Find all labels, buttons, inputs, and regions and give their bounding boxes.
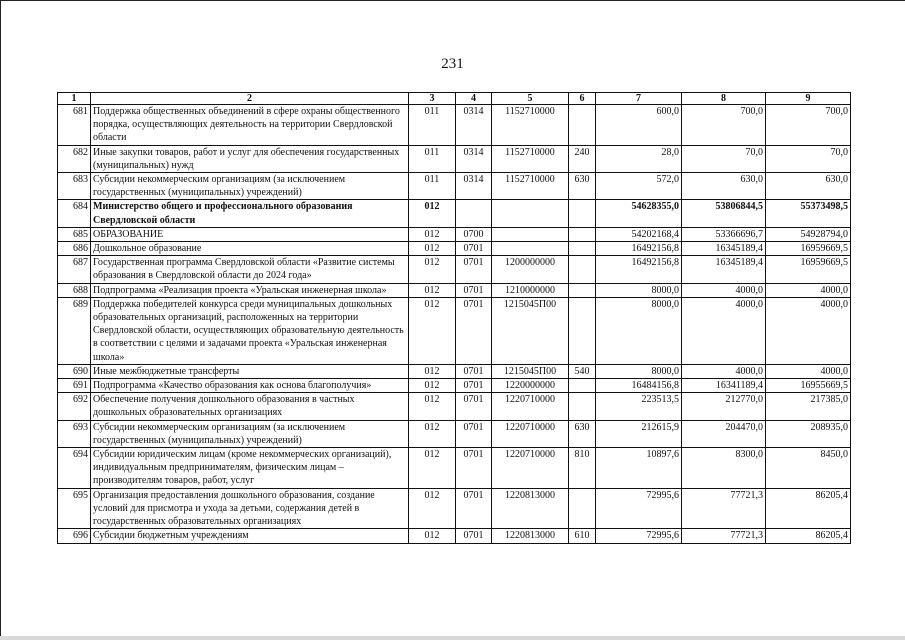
row-number-cell: 688	[58, 283, 91, 297]
amount-col7-cell: 16484156,8	[596, 379, 682, 393]
department-code-cell: 012	[409, 448, 456, 489]
amount-col9-cell: 8450,0	[766, 448, 851, 489]
description-cell: Иные закупки товаров, работ и услуг для обеспечения государственных (муниципальных) нужд	[91, 145, 409, 172]
description-cell: Субсидии некоммерческим организациям (за исключением государственных (муниципальных) учреждений)	[91, 420, 409, 447]
amount-col9-cell: 86205,4	[766, 529, 851, 543]
section-code-cell: 0701	[456, 379, 492, 393]
target-article-cell: 1215045П00	[492, 364, 569, 378]
expense-type-cell: 240	[569, 145, 596, 172]
description-cell: Министерство общего и профессионального образования Свердловской области	[91, 200, 409, 227]
description-cell: Поддержка победителей конкурса среди муниципальных дошкольных образовательных организаций, расположенных на территории Свердловской области, осуществляющих образовательную деятельность в соответствии с целями и задачами проекта «Уральская инженерная школа»	[91, 297, 409, 364]
amount-col9-cell: 4000,0	[766, 283, 851, 297]
section-code-cell: 0701	[456, 256, 492, 283]
row-number-cell: 683	[58, 173, 91, 200]
amount-col9-cell: 4000,0	[766, 364, 851, 378]
section-code-cell: 0701	[456, 242, 492, 256]
expense-type-cell	[569, 297, 596, 364]
column-header: 9	[766, 93, 851, 105]
table-row	[58, 379, 851, 393]
row-number-cell: 691	[58, 379, 91, 393]
amount-col8-cell: 16341189,4	[682, 379, 766, 393]
target-article-cell: 1220710000	[492, 393, 569, 420]
section-code-cell: 0701	[456, 448, 492, 489]
amount-col7-cell: 16492156,8	[596, 242, 682, 256]
department-code-cell: 011	[409, 105, 456, 146]
amount-col9-cell: 54928794,0	[766, 227, 851, 241]
amount-col9-cell: 55373498,5	[766, 200, 851, 227]
page-frame-left	[0, 0, 1, 640]
amount-col7-cell: 572,0	[596, 173, 682, 200]
expense-type-cell	[569, 256, 596, 283]
description-cell: Обеспечение получения дошкольного образования в частных дошкольных образовательных организациях	[91, 393, 409, 420]
table-body	[58, 105, 851, 544]
amount-col9-cell: 217385,0	[766, 393, 851, 420]
amount-col9-cell: 70,0	[766, 145, 851, 172]
expense-type-cell	[569, 488, 596, 529]
section-code-cell: 0701	[456, 297, 492, 364]
row-number-cell: 690	[58, 364, 91, 378]
section-code-cell: 0701	[456, 393, 492, 420]
expense-type-cell	[569, 227, 596, 241]
description-cell: Организация предоставления дошкольного образования, создание условий для присмотра и ухода за детьми, содержания детей в государственных образовательных организациях	[91, 488, 409, 529]
amount-col7-cell: 212615,9	[596, 420, 682, 447]
page-number: 231	[441, 56, 464, 72]
description-cell: Подпрограмма «Реализация проекта «Уральская инженерная школа»	[91, 283, 409, 297]
column-header: 8	[682, 93, 766, 105]
expense-type-cell: 540	[569, 364, 596, 378]
amount-col8-cell: 8300,0	[682, 448, 766, 489]
department-code-cell: 012	[409, 488, 456, 529]
section-code-cell: 0701	[456, 364, 492, 378]
description-cell: Иные межбюджетные трансферты	[91, 364, 409, 378]
page-frame-top	[0, 0, 905, 1]
expense-type-cell	[569, 242, 596, 256]
amount-col8-cell: 77721,3	[682, 529, 766, 543]
row-number-cell: 689	[58, 297, 91, 364]
column-header: 2	[91, 93, 409, 105]
target-article-cell: 1220000000	[492, 379, 569, 393]
budget-table	[57, 92, 851, 544]
section-code-cell: 0701	[456, 529, 492, 543]
department-code-cell: 012	[409, 200, 456, 227]
department-code-cell: 012	[409, 379, 456, 393]
description-cell: Дошкольное образование	[91, 242, 409, 256]
section-code-cell: 0314	[456, 105, 492, 146]
amount-col8-cell: 70,0	[682, 145, 766, 172]
description-cell: ОБРАЗОВАНИЕ	[91, 227, 409, 241]
department-code-cell: 012	[409, 242, 456, 256]
target-article-cell	[492, 242, 569, 256]
amount-col9-cell: 16959669,5	[766, 242, 851, 256]
amount-col7-cell: 72995,6	[596, 529, 682, 543]
row-number-cell: 686	[58, 242, 91, 256]
row-number-cell: 685	[58, 227, 91, 241]
row-number-cell: 681	[58, 105, 91, 146]
row-number-cell: 684	[58, 200, 91, 227]
column-header: 4	[456, 93, 492, 105]
section-code-cell: 0314	[456, 173, 492, 200]
amount-col9-cell: 630,0	[766, 173, 851, 200]
row-number-cell: 696	[58, 529, 91, 543]
department-code-cell: 012	[409, 283, 456, 297]
target-article-cell	[492, 200, 569, 227]
table-row	[58, 227, 851, 241]
row-number-cell: 682	[58, 145, 91, 172]
amount-col8-cell: 53806844,5	[682, 200, 766, 227]
amount-col8-cell: 212770,0	[682, 393, 766, 420]
amount-col7-cell: 16492156,8	[596, 256, 682, 283]
section-code-cell: 0314	[456, 145, 492, 172]
department-code-cell: 012	[409, 227, 456, 241]
department-code-cell: 012	[409, 256, 456, 283]
table-header-row	[58, 93, 851, 105]
amount-col8-cell: 4000,0	[682, 283, 766, 297]
table-row	[58, 297, 851, 364]
target-article-cell: 1200000000	[492, 256, 569, 283]
expense-type-cell	[569, 200, 596, 227]
amount-col8-cell: 4000,0	[682, 364, 766, 378]
amount-col7-cell: 10897,6	[596, 448, 682, 489]
amount-col9-cell: 86205,4	[766, 488, 851, 529]
target-article-cell: 1220710000	[492, 420, 569, 447]
department-code-cell: 011	[409, 173, 456, 200]
section-code-cell	[456, 200, 492, 227]
target-article-cell: 1215045П00	[492, 297, 569, 364]
row-number-cell: 695	[58, 488, 91, 529]
table-row	[58, 448, 851, 489]
amount-col9-cell: 16955669,5	[766, 379, 851, 393]
table-row	[58, 393, 851, 420]
table-row	[58, 105, 851, 146]
expense-type-cell: 810	[569, 448, 596, 489]
amount-col9-cell: 700,0	[766, 105, 851, 146]
amount-col7-cell: 54628355,0	[596, 200, 682, 227]
description-cell: Субсидии бюджетным учреждениям	[91, 529, 409, 543]
row-number-cell: 692	[58, 393, 91, 420]
target-article-cell: 1220710000	[492, 448, 569, 489]
amount-col8-cell: 53366696,7	[682, 227, 766, 241]
description-cell: Подпрограмма «Качество образования как основа благополучия»	[91, 379, 409, 393]
department-code-cell: 012	[409, 420, 456, 447]
table-row	[58, 529, 851, 543]
amount-col8-cell: 16345189,4	[682, 256, 766, 283]
amount-col7-cell: 600,0	[596, 105, 682, 146]
amount-col9-cell: 208935,0	[766, 420, 851, 447]
section-code-cell: 0701	[456, 488, 492, 529]
amount-col7-cell: 8000,0	[596, 283, 682, 297]
amount-col7-cell: 72995,6	[596, 488, 682, 529]
row-number-cell: 693	[58, 420, 91, 447]
section-code-cell: 0701	[456, 420, 492, 447]
target-article-cell: 1210000000	[492, 283, 569, 297]
table-row	[58, 256, 851, 283]
amount-col8-cell: 204470,0	[682, 420, 766, 447]
amount-col8-cell: 630,0	[682, 173, 766, 200]
amount-col7-cell: 28,0	[596, 145, 682, 172]
amount-col8-cell: 16345189,4	[682, 242, 766, 256]
table-row	[58, 488, 851, 529]
department-code-cell: 011	[409, 145, 456, 172]
description-cell: Государственная программа Свердловской области «Развитие системы образования в Свердловской области до 2024 года»	[91, 256, 409, 283]
section-code-cell: 0701	[456, 283, 492, 297]
row-number-cell: 687	[58, 256, 91, 283]
description-cell: Субсидии некоммерческим организациям (за исключением государственных (муниципальных) учреждений)	[91, 173, 409, 200]
column-header: 6	[569, 93, 596, 105]
amount-col8-cell: 700,0	[682, 105, 766, 146]
department-code-cell: 012	[409, 529, 456, 543]
amount-col7-cell: 223513,5	[596, 393, 682, 420]
target-article-cell: 1220813000	[492, 529, 569, 543]
amount-col9-cell: 16959669,5	[766, 256, 851, 283]
page-frame-bottom	[0, 636, 905, 640]
table-row	[58, 173, 851, 200]
department-code-cell: 012	[409, 364, 456, 378]
table-row	[58, 145, 851, 172]
section-code-cell: 0700	[456, 227, 492, 241]
table-row	[58, 242, 851, 256]
amount-col7-cell: 8000,0	[596, 297, 682, 364]
department-code-cell: 012	[409, 393, 456, 420]
department-code-cell: 012	[409, 297, 456, 364]
table-row	[58, 420, 851, 447]
expense-type-cell	[569, 283, 596, 297]
column-header: 5	[492, 93, 569, 105]
expense-type-cell: 630	[569, 420, 596, 447]
target-article-cell: 1220813000	[492, 488, 569, 529]
row-number-cell: 694	[58, 448, 91, 489]
amount-col7-cell: 8000,0	[596, 364, 682, 378]
description-cell: Поддержка общественных объединений в сфере охраны общественного порядка, осуществляющих деятельность на территории Свердловской области	[91, 105, 409, 146]
expense-type-cell: 630	[569, 173, 596, 200]
expense-type-cell	[569, 393, 596, 420]
expense-type-cell	[569, 105, 596, 146]
target-article-cell: 1152710000	[492, 173, 569, 200]
target-article-cell	[492, 227, 569, 241]
amount-col8-cell: 4000,0	[682, 297, 766, 364]
amount-col9-cell: 4000,0	[766, 297, 851, 364]
column-header: 3	[409, 93, 456, 105]
column-header: 1	[58, 93, 91, 105]
column-header: 7	[596, 93, 682, 105]
amount-col7-cell: 54202168,4	[596, 227, 682, 241]
table-row	[58, 200, 851, 227]
description-cell: Субсидии юридическим лицам (кроме некоммерческих организаций), индивидуальным предпринимателям, физическим лицам – производителям товаров, работ, услуг	[91, 448, 409, 489]
amount-col8-cell: 77721,3	[682, 488, 766, 529]
table-row	[58, 283, 851, 297]
expense-type-cell: 610	[569, 529, 596, 543]
target-article-cell: 1152710000	[492, 145, 569, 172]
expense-type-cell	[569, 379, 596, 393]
target-article-cell: 1152710000	[492, 105, 569, 146]
table-row	[58, 364, 851, 378]
